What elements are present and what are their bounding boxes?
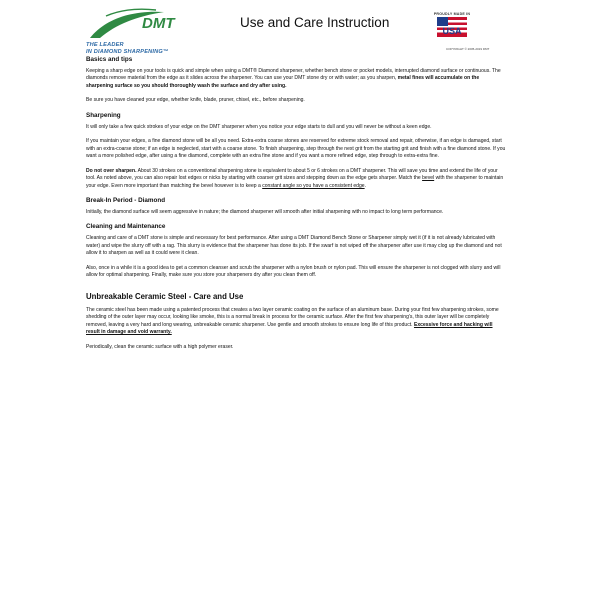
over-sharpen-warning: Do not over sharpen. <box>86 167 137 174</box>
logo-brand-text: DMT <box>142 15 175 32</box>
cleaning-paragraph-2: Also, once in a while it is a good idea to get a common cleanser and scrub the sharpener with a nylon brush or nylon pad. This will ensure the sharpener is not clogged with slurry and will allow for optimal sharpening. Finally, make sure you store your sharpeners dry after you clean them off. <box>86 264 501 279</box>
cleaning-paragraph-1: Cleaning and care of a DMT stone is simple and necessary for best performance. After using a DMT Diamond Bench Stone or Sharpener simply wet it (if it is not already lubricated with water) and wipe the slurry off with a rag. This slurry is evidence that the sharpener has done its job. If the swarf is not wiped off the sharpener after use it may clog up the diamond and not allow it to sharpen as well as it could were it clean. <box>86 235 502 257</box>
sharpening-text-c: . <box>364 182 367 189</box>
sharpening-paragraph-1: It will only take a few quick strokes of your edge on the DMT sharpener when you notice your edge starts to dull and you will never be without a keen edge. <box>86 123 432 130</box>
page-title: Use and Care Instruction <box>240 15 390 30</box>
sharpening-paragraph-3 <box>86 168 506 191</box>
ceramic-text: The ceramic steel has been made using a patented process that creates a two layer ceramic coating on the surface of an aluminum base. During your first few sharpening strokes, some shedding of the outer layer may occur, looking like smoke, this is a normal break in process for the ceramic surface. After the first few sharpening’s, this outer layer will be completely removed, leaving a very hard and long wearing, unbreakable ceramic sharpener. Use gentle and smooth strokes to ensure long life of this product. <box>86 306 499 328</box>
usa-flag-icon <box>437 17 467 37</box>
heading-sharpening: Sharpening <box>86 111 121 119</box>
logo-tagline-1: THE LEADER <box>86 42 124 48</box>
made-in-usa-badge <box>432 12 472 37</box>
heading-break-in: Break-In Period - Diamond <box>86 197 166 205</box>
basics-text: Keeping a sharp edge on your tools is quick and simple when using a DMT® Diamond sharpener, whether bench stone or pocket models, interrupted diamond surface or continuous. The diamonds remove material from the edge as it slides across the sharpener. You can use your DMT stone dry or with water; as you sharpen, <box>86 67 501 82</box>
bevel-term: bevel <box>422 175 435 182</box>
dmt-logo-graphic <box>86 8 178 42</box>
basics-bold-note: metal fines will accumulate on the sharpening surface so you should thoroughly wash the surface and dry after using. <box>86 75 480 89</box>
heading-basics: Basics and tips <box>86 56 133 63</box>
instructions-body <box>86 56 506 358</box>
basics-paragraph-1 <box>86 68 506 91</box>
sharpening-text-b: with the sharpener to maintain your edge. Even more important than matching the bevel however is to keep a <box>86 175 504 189</box>
heading-ceramic: Unbreakable Ceramic Steel - Care and Use <box>86 291 244 301</box>
logo-tagline-2: IN DIAMOND SHARPENING™ <box>86 49 169 55</box>
basics-paragraph-2: Be sure you have cleaned your edge, whether knife, blade, pruner, chisel, etc., before sharpening. <box>86 97 305 104</box>
ceramic-paragraph-1 <box>86 307 506 337</box>
heading-cleaning: Cleaning and Maintenance <box>86 223 166 231</box>
constant-angle-note: constant angle so you have a consistent edge <box>262 182 365 189</box>
ceramic-paragraph-2: Periodically, clean the ceramic surface with a high polymer eraser. <box>86 343 234 350</box>
made-in-country: USA <box>442 26 462 36</box>
warranty-warning: Excessive force and hacking will result in damage and void warranty. <box>86 321 493 336</box>
dmt-logo <box>86 8 178 58</box>
sharpening-paragraph-2: If you maintain your edges, a fine diamond stone will be all you need. Extra-extra coarse stones are reserved for extreme stock removal and repair, otherwise, if an edge is damaged, start with an extra-coarse stone; if an edge is neglected, start with a coarse stone. To finish sharpening, step through the next grit from the starting grit and finish with a fine diamond stone. If you want a more polished edge, after using a fine diamond, complete with an extra fine stone and if you want a more refined edge, step through to extra-extra fine. <box>86 138 506 160</box>
made-in-caption: PROUDLY MADE IN <box>433 12 471 16</box>
copyright-notice: COPYRIGHT © 2005-2019 DMT <box>446 47 490 51</box>
break-in-paragraph: Initially, the diamond surface will seem aggressive in nature; the diamond sharpener will smooth after initial sharpening with no impact to long term performance. <box>86 208 444 215</box>
sharpening-text-a: About 30 strokes on a conventional sharpening stone is equivalent to about 5 or 6 strokes on a DMT sharpener. This will save you time and extend the life of your tool. As noted above, you can also repair lost edges or nicks by starting with coarser grit sizes and stepping down as the edge gets sharper. Match the <box>86 167 498 182</box>
